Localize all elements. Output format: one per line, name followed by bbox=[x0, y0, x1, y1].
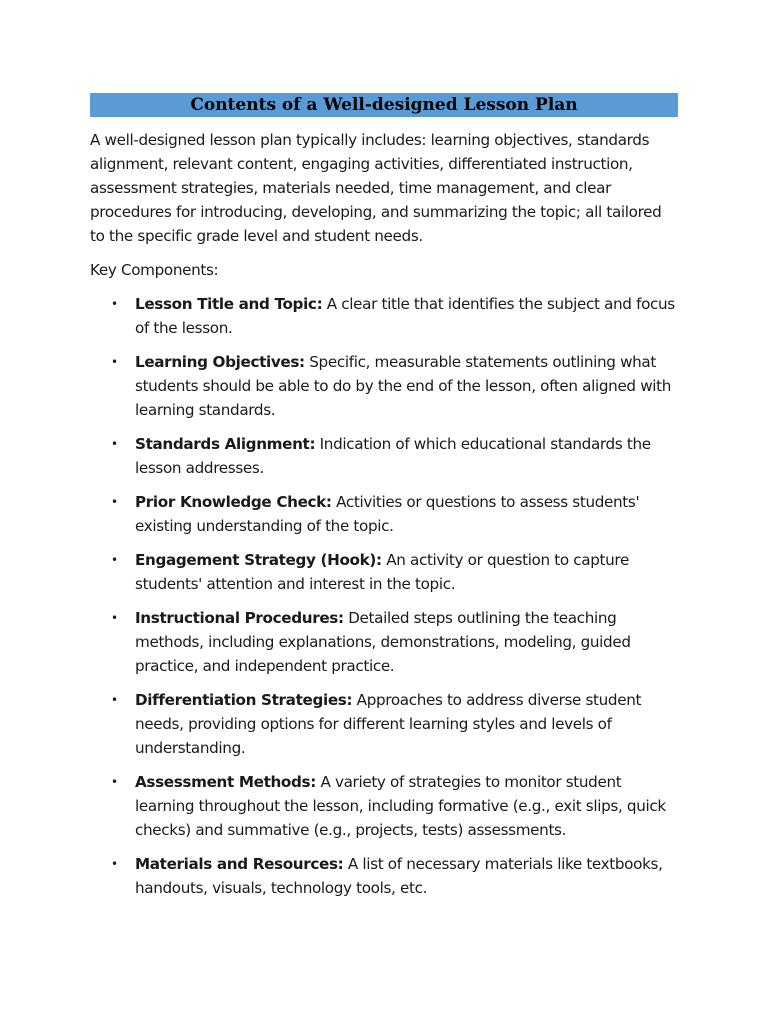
component-term: Assessment Methods: bbox=[135, 773, 316, 791]
list-item bbox=[90, 852, 678, 900]
key-components-heading: Key Components: bbox=[90, 261, 219, 279]
bullet-icon: • bbox=[111, 495, 118, 509]
list-item bbox=[90, 292, 678, 340]
component-description: A clear title that identifies the subject and focus of the lesson. bbox=[135, 295, 675, 337]
list-item bbox=[90, 606, 678, 678]
component-term: Differentiation Strategies: bbox=[135, 691, 353, 709]
list-item bbox=[90, 490, 678, 538]
component-description: Specific, measurable statements outlining what students should be able to do by the end of the lesson, often aligned with learning standards. bbox=[135, 353, 672, 419]
component-description: A list of necessary materials like textbooks, handouts, visuals, technology tools, etc. bbox=[135, 855, 663, 897]
list-item bbox=[90, 350, 678, 422]
component-description: Approaches to address diverse student needs, providing options for different learning styles and levels of understanding. bbox=[135, 691, 642, 757]
bullet-icon: • bbox=[111, 553, 118, 567]
component-description: A variety of strategies to monitor student learning throughout the lesson, including formative (e.g., exit slips, quick checks) and summative (e.g., projects, tests) assessments. bbox=[135, 773, 666, 839]
bullet-icon: • bbox=[111, 611, 118, 625]
components-list bbox=[90, 292, 678, 900]
component-term: Learning Objectives: bbox=[135, 353, 305, 371]
list-item bbox=[90, 432, 678, 480]
list-item bbox=[90, 770, 678, 842]
component-description: Activities or questions to assess students' existing understanding of the topic. bbox=[135, 493, 640, 535]
component-term: Instructional Procedures: bbox=[135, 609, 344, 627]
list-item bbox=[90, 548, 678, 596]
component-term: Prior Knowledge Check: bbox=[135, 493, 332, 511]
bullet-icon: • bbox=[111, 693, 118, 707]
component-description: Indication of which educational standards the lesson addresses. bbox=[135, 435, 651, 477]
intro-paragraph: A well-designed lesson plan typically includes: learning objectives, standards alignment, relevant content, engaging activities, differentiated instruction, assessment strategies, materials needed, time management, and clear procedures for introducing, developing, and summarizing the topic; all tailored to the specific grade level and student needs. bbox=[90, 131, 662, 245]
bullet-icon: • bbox=[111, 775, 118, 789]
document-page bbox=[90, 93, 678, 910]
component-description: Detailed steps outlining the teaching methods, including explanations, demonstrations, modeling, guided practice, and independent practice. bbox=[135, 609, 631, 675]
component-term: Standards Alignment: bbox=[135, 435, 316, 453]
component-term: Lesson Title and Topic: bbox=[135, 295, 323, 313]
component-term: Engagement Strategy (Hook): bbox=[135, 551, 382, 569]
document-title: Contents of a Well-designed Lesson Plan bbox=[90, 93, 678, 117]
component-term: Materials and Resources: bbox=[135, 855, 344, 873]
bullet-icon: • bbox=[111, 437, 118, 451]
bullet-icon: • bbox=[111, 355, 118, 369]
list-item bbox=[90, 688, 678, 760]
bullet-icon: • bbox=[111, 857, 118, 871]
bullet-icon: • bbox=[111, 297, 118, 311]
component-description: An activity or question to capture students' attention and interest in the topic. bbox=[135, 551, 629, 593]
